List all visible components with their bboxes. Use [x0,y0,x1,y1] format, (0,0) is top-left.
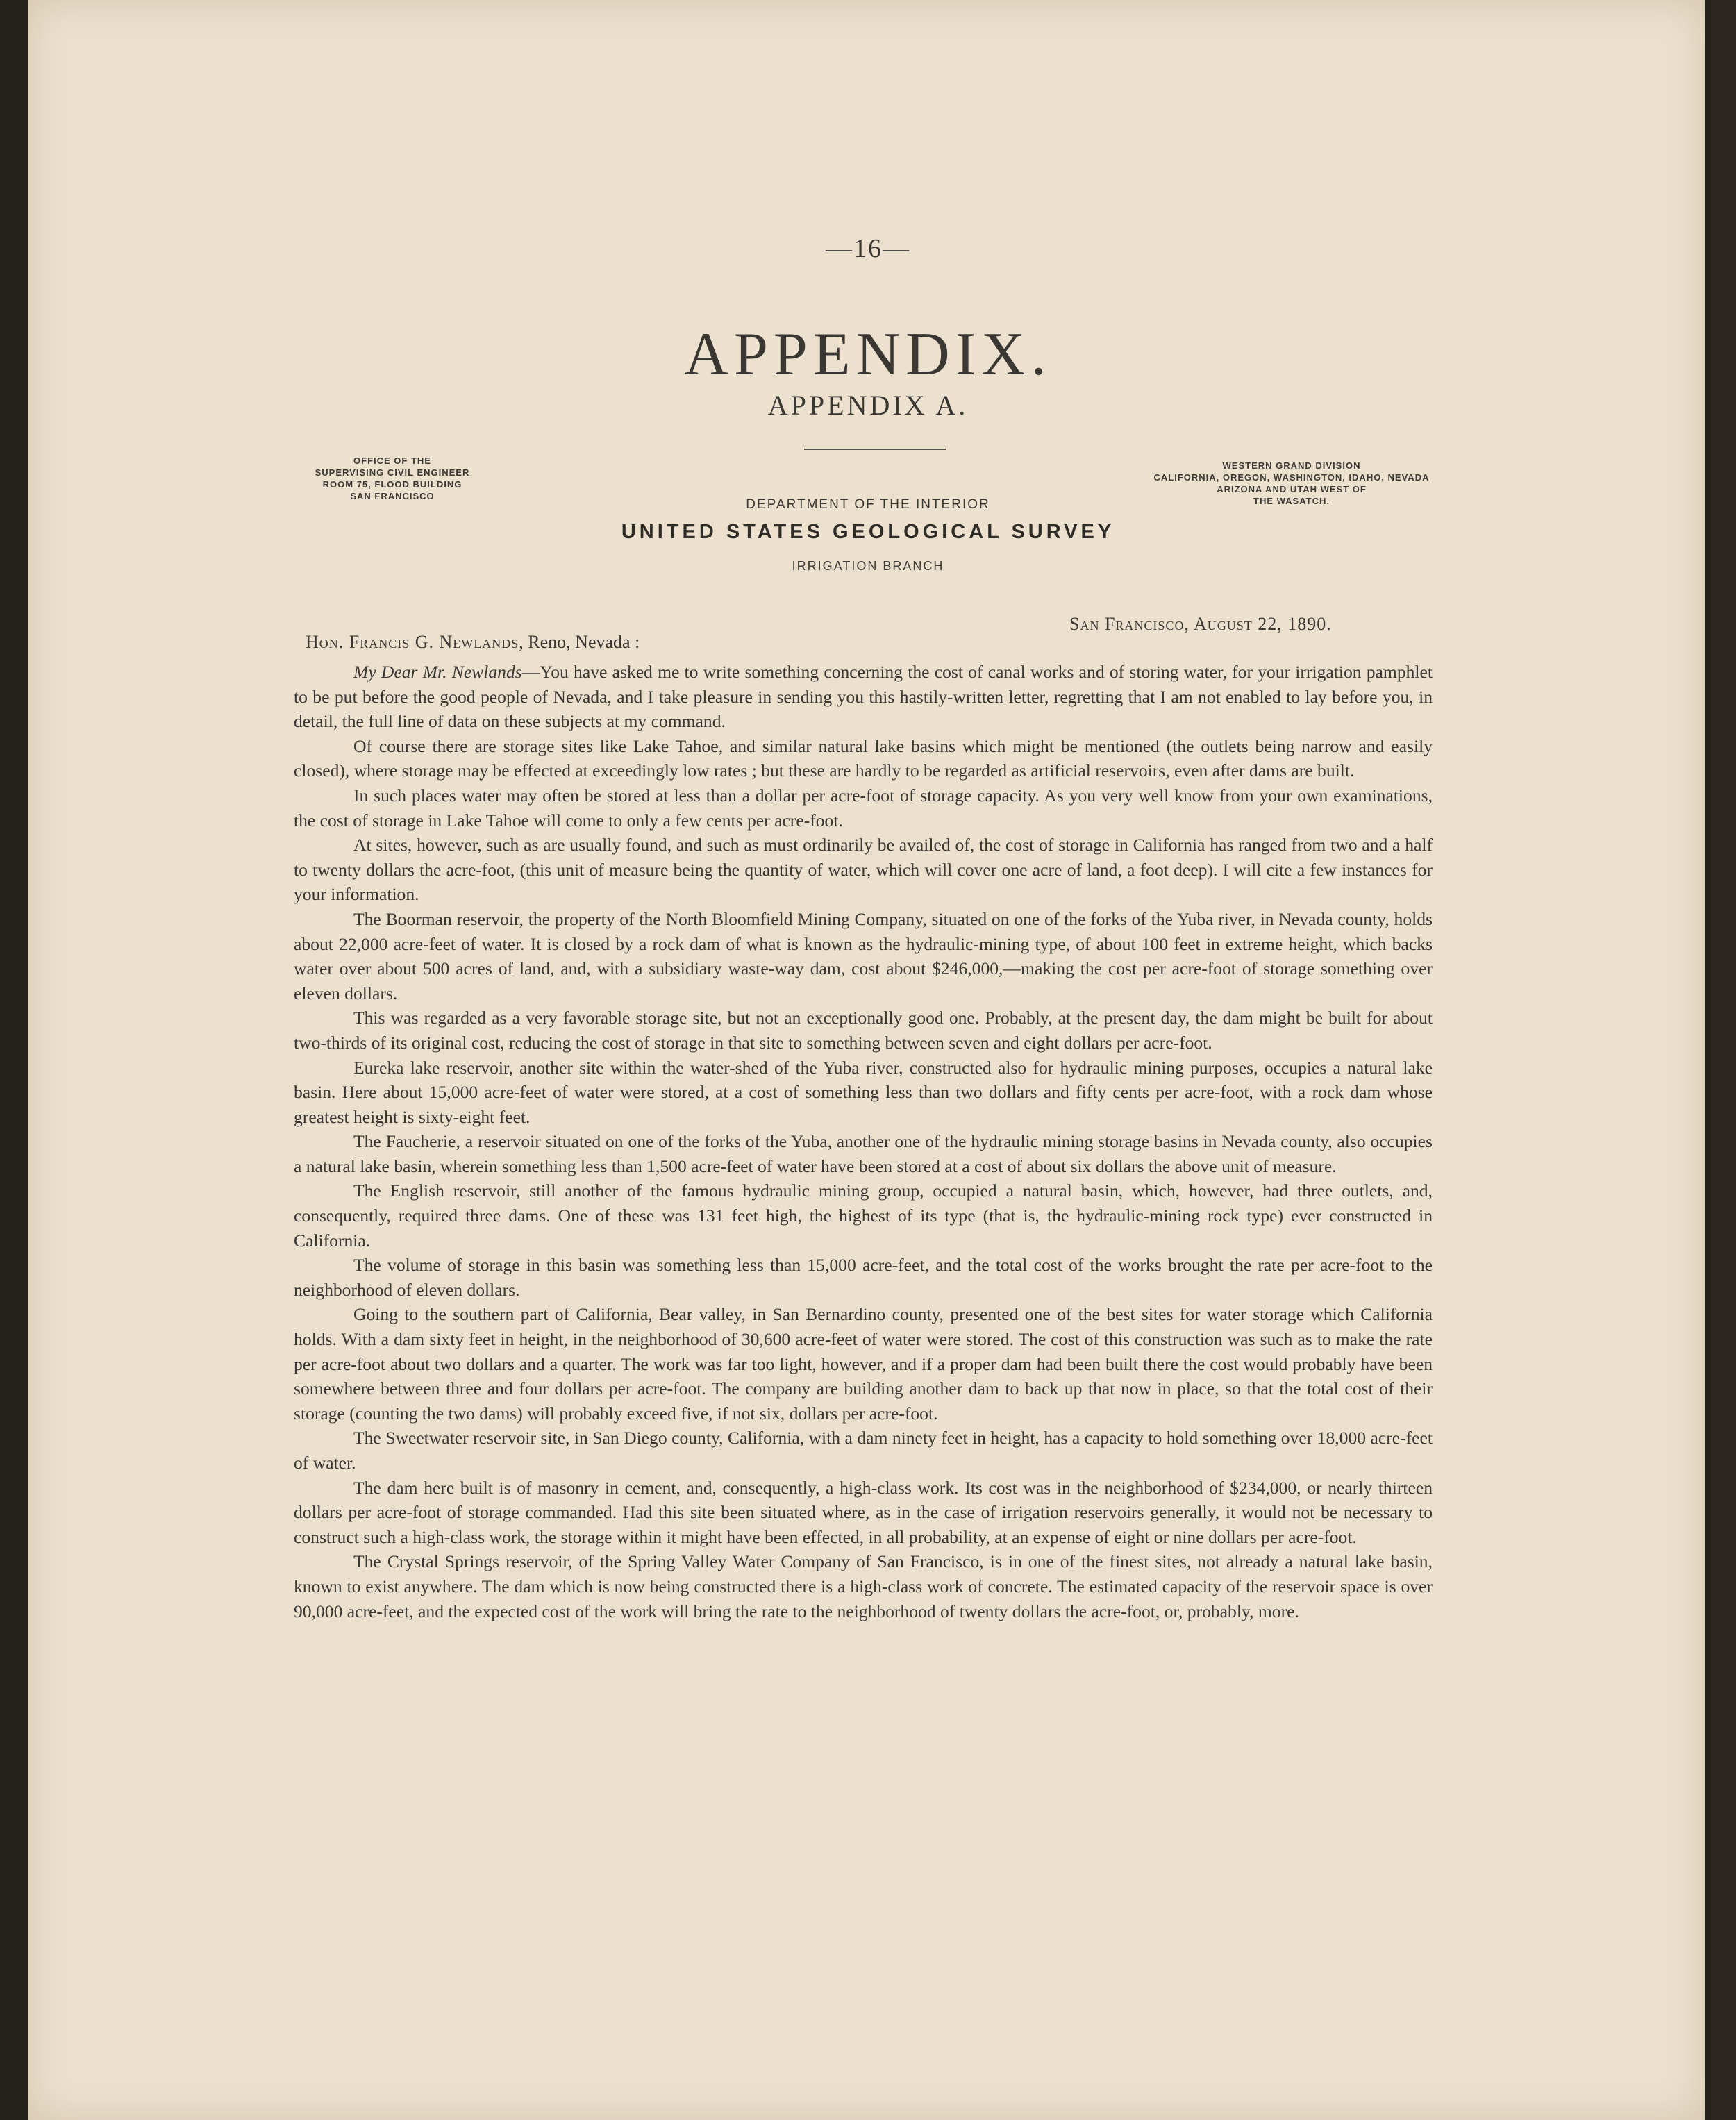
division-line: CALIFORNIA, OREGON, WASHINGTON, IDAHO, NEVADA [1153,472,1430,483]
letterhead-division [1139,460,1444,507]
office-line: OFFICE OF THE [353,456,431,466]
body-paragraph [294,660,1433,734]
body-paragraph: The Faucherie, a reservoir situated on one of the forks of the Yuba, another one of the hydraulic mining storage basins in Nevada county, also occupies a natural lake basin, wherein something less than 1,500 acre-feet of water have been stored at a cost of about six dollars the above unit of measure. [294,1131,1433,1176]
body-paragraph: This was regarded as a very favorable storage site, but not an exceptionally good one. Probably, at the present day, the dam might be built for about two-thirds of its original cost, reducing the cost of storage in that site to something between seven and eight dollars per acre-foot. [294,1008,1433,1053]
next-page-edge [1711,0,1736,2120]
division-line: ARIZONA AND UTAH WEST OF [1217,484,1367,494]
body-paragraph: Of course there are storage sites like Lake Tahoe, and similar natural lake basins which might be mentioned (the outlets being narrow and easily closed), where storage may be effected at exceedingly low rates ; but these are hardly to be regarded as artificial reservoirs, even after dams are built. [294,735,1433,781]
body-paragraph: The Sweetwater reservoir site, in San Diego county, California, with a dam ninety feet in height, has a capacity to hold something over 18,000 acre-feet of water. [294,1428,1433,1473]
body-paragraph: The Boorman reservoir, the property of the North Bloomfield Mining Company, situated on one of the forks of the Yuba river, in Nevada county, holds about 22,000 acre-feet of water. It is closed by a rock dam of what is known as the hydraulic-mining type, of about 100 feet in extreme height, which backs water over about 500 acres of land, and, with a subsidiary waste-way dam, cost about $246,000,—making the cost per acre-foot of storage something over eleven dollars. [294,908,1433,1003]
title-divider [804,449,946,450]
paragraph-text: —You have asked me to write something concerning the cost of canal works and of storing water, for your irrigation pamphlet to be put before the good people of Nevada, and I take pleasure in sending you this hastily-written letter, regretting that I am not enabled to lay before you, in detail, the full line of data on these subjects at my command. [294,662,1433,732]
letter-body [294,660,1433,1624]
branch-name: IRRIGATION BRANCH [792,559,944,573]
body-paragraph: The Crystal Springs reservoir, of the Spring Valley Water Company of San Francisco, is in one of the finest sites, not already a natural lake basin, known to exist anywhere. The dam which is now being constructed there is a high-class work of concrete. The estimated capacity of the reservoir space is over 90,000 acre-feet, and the expected cost of the work will bring the rate to the neighborhood of twenty dollars the acre-foot, or, probably, more. [294,1551,1433,1621]
letter-date: San Francisco, August 22, 1890. [1069,614,1332,634]
agency-name: UNITED STATES GEOLOGICAL SURVEY [621,521,1115,543]
body-paragraph: In such places water may often be stored at less than a dollar per acre-foot of storage capacity. As you very well know from your own examinations, the cost of storage in Lake Tahoe will come to only a few cents per acre-foot. [294,785,1433,831]
body-paragraph: At sites, however, such as are usually found, and such as must ordinarily be availed of, the cost of storage in California has ranged from two and a half to twenty dollars the acre-foot, (this unit of measure being the quantity of water, which will cover one acre of land, a foot deep). I will cite a few instances for your information. [294,835,1433,905]
office-line: SUPERVISING CIVIL ENGINEER [315,467,470,478]
page-number: —16— [826,234,910,263]
division-line: THE WASATCH. [1253,496,1330,506]
body-paragraph: The dam here built is of masonry in cement, and, consequently, a high-class work. Its cost was in the neighborhood of $234,000, or nearly thirteen dollars per acre-foot of storage commanded. Had this site been situated where, as in the case of irrigation reservoirs generally, it would not be necessary to construct such a high-class work, the storage within it might have been effected, in all probability, at an expense of eight or nine dollars per acre-foot. [294,1477,1433,1547]
body-paragraph: The English reservoir, still another of the famous hydraulic mining group, occupied a natural basin, which, however, had three outlets, and, consequently, required three dams. One of these was 131 feet high, the highest of its type (that is, the hydraulic-mining rock type) ever constructed in California. [294,1180,1433,1251]
addressee-location: , Reno, Nevada : [519,632,640,652]
page-title: APPENDIX. [684,321,1052,388]
addressee-name: Hon. Francis G. Newlands [306,632,519,652]
letterhead-office [288,455,496,502]
division-line: WESTERN GRAND DIVISION [1222,460,1361,471]
body-paragraph: Eureka lake reservoir, another site within the water-shed of the Yuba river, constructed also for hydraulic mining purposes, occupies a natural lake basin. Here about 15,000 acre-feet of water were stored, at a cost of something less than two dollars and fifty cents per acre-foot, with a rock dam whose greatest height is sixty-eight feet. [294,1057,1433,1127]
appendix-subtitle: APPENDIX A. [767,390,969,421]
salutation: My Dear Mr. Newlands [353,662,522,682]
office-line: SAN FRANCISCO [350,491,435,501]
department-name: DEPARTMENT OF THE INTERIOR [746,497,990,512]
addressee [306,632,861,653]
office-line: ROOM 75, FLOOD BUILDING [322,479,462,490]
body-paragraph: Going to the southern part of California, Bear valley, in San Bernardino county, presented one of the best sites for water storage which California holds. With a dam sixty feet in height, in the neighborhood of 30,600 acre-feet of water were stored. The cost of this construction was such as to make the rate per acre-foot about two dollars and a quarter. The work was far too light, however, and if a proper dam had been built there the cost would probably have been somewhere between three and four dollars per acre-foot. The company are building another dam to back up that now in place, so that the total cost of their storage (counting the two dams) will probably exceed five, if not six, dollars per acre-foot. [294,1304,1433,1424]
body-paragraph: The volume of storage in this basin was something less than 15,000 acre-feet, and the total cost of the works brought the rate per acre-foot to the neighborhood of eleven dollars. [294,1255,1433,1300]
